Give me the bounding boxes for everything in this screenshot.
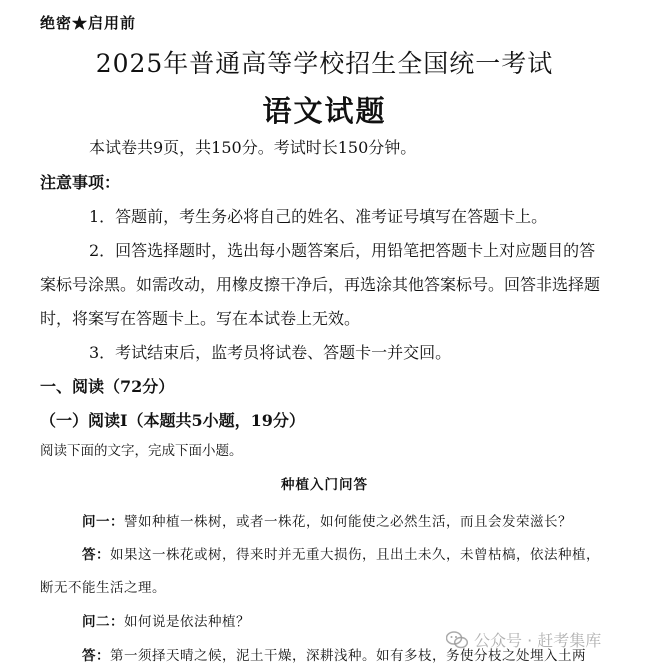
answer-1-label: 答： [82, 547, 110, 563]
wechat-icon [446, 631, 468, 649]
answer-1-line-2: 断无不能生活之理。 [40, 580, 166, 596]
watermark-text: 公众号 · 赶考集库 [474, 631, 602, 650]
intro-text: 本试卷共9页，共150分。考试时长150分钟。 [89, 138, 417, 157]
exam-title: 2025年普通高等学校招生全国统一考试 [95, 49, 554, 78]
notes-heading: 注意事项： [40, 173, 121, 192]
passage-answer-1 [82, 543, 600, 563]
section-heading: 一、阅读（72分） [40, 377, 175, 396]
passage-title: 种植入门问答 [281, 477, 368, 493]
subject-title: 语文试题 [262, 94, 387, 128]
answer-2-label: 答： [82, 648, 110, 664]
watermark [446, 628, 601, 651]
question-1-label: 问一： [82, 514, 124, 530]
section-sub-heading: （一）阅读I（本题共5小题，19分） [40, 411, 305, 430]
answer-1-line-1: 如果这一株花或树，得来时并无重大损伤，且出土未久，未曾枯槁，依法种植， [110, 547, 600, 563]
note-item-3: 3．考试结束后，监考员将试卷、答题卡一并交回。 [89, 343, 452, 362]
section-instruction: 阅读下面的文字，完成下面小题。 [40, 443, 243, 459]
passage-question-2 [82, 610, 250, 630]
question-1-text: 譬如种植一株树，或者一株花，如何能使之必然生活，而且会发荣滋长？ [124, 514, 572, 530]
note-item-2-line-2: 案标号涂黑。如需改动，用橡皮擦干净后，再选涂其他答案标号。回答非选择题 [40, 275, 601, 294]
passage-question-1 [82, 510, 572, 530]
note-item-2-line-1: 2．回答选择题时，选出每小题答案后，用铅笔把答题卡上对应题目的答 [89, 241, 596, 260]
note-item-2-line-3: 时，将案写在答题卡上。写在本试卷上无效。 [40, 309, 361, 328]
answer-2-line-1: 第一须择天晴之候，泥土干燥，深耕浅种。如有多枝，务使分枝之处埋入土两 [110, 648, 586, 664]
question-2-text: 如何说是依法种植？ [124, 614, 250, 630]
secret-label: 绝密★启用前 [40, 14, 137, 32]
question-2-label: 问二： [82, 614, 124, 630]
note-item-1: 1．答题前，考生务必将自己的姓名、准考证号填写在答题卡上。 [89, 207, 548, 226]
